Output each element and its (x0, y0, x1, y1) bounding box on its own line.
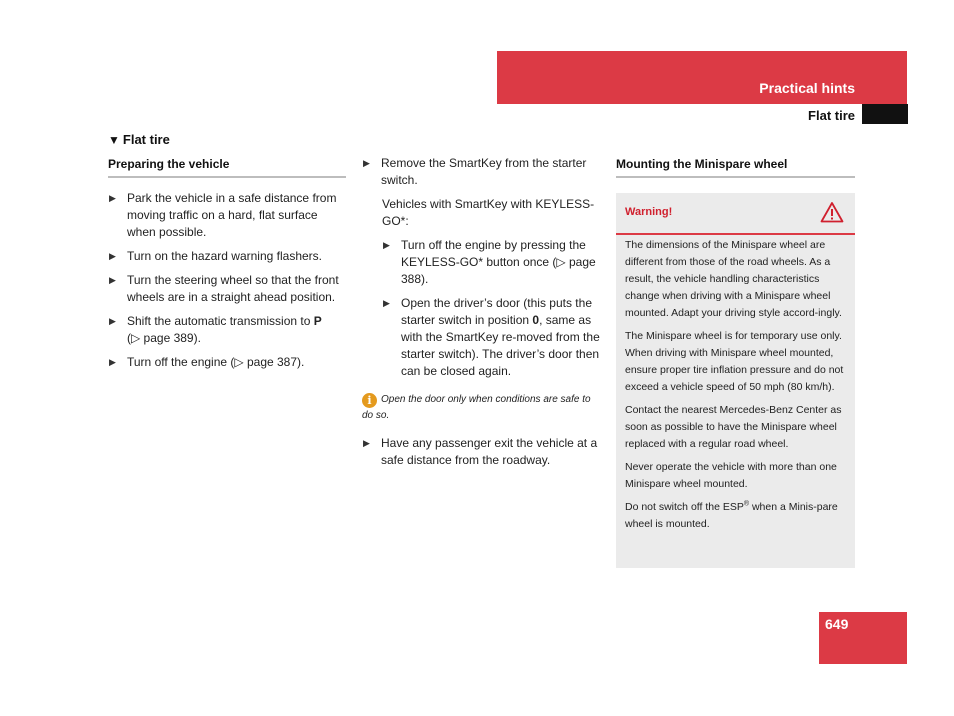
list-item-text: Turn on the hazard warning flashers. (127, 249, 322, 263)
page-number: 649 (825, 616, 849, 632)
warning-paragraph (625, 499, 848, 533)
warning-paragraph: The dimensions of the Minispare wheel are different from those of the road wheels. As a result, the vehicle handling characteristics change when driving with a Minispare wheel mounted. Adapt your driving style accord-ingly. (625, 239, 842, 319)
list-item (108, 354, 346, 371)
page-heading (108, 132, 170, 147)
warning-paragraph: Contact the nearest Mercedes-Benz Center as soon as possible to have the Minispare wheel replaced with a regular road wheel. (625, 404, 842, 450)
list-item-text: Have any passenger exit the vehicle at a safe distance from the roadway. (381, 436, 598, 467)
middle-bullet-list-2 (362, 435, 600, 469)
warning-triangle-icon (820, 201, 844, 223)
list-item-text: Shift the automatic transmission to (127, 314, 314, 328)
gear-position-p: P (313, 314, 322, 328)
section-title: Practical hints (759, 80, 855, 96)
warning-paragraph: Never operate the vehicle with more than one Minispare wheel mounted. (625, 461, 837, 490)
list-item (108, 272, 346, 306)
middle-column (362, 155, 600, 476)
list-item (382, 237, 600, 288)
middle-bullet-list (362, 155, 600, 189)
list-item-text: Turn the steering wheel so that the front wheels are in a straight ahead position. (127, 273, 339, 304)
list-item-text: Park the vehicle in a safe distance from moving traffic on a hard, flat surface when possible. (127, 191, 337, 239)
list-item-text: Open the driver’s door (this puts the starter switch in position (401, 296, 592, 327)
warning-title: Warning! (625, 206, 673, 218)
arrow-right-icon: ▶ (109, 193, 116, 203)
warning-text: when a Minis-pare wheel is mounted. (625, 501, 838, 530)
arrow-right-icon: ▶ (109, 251, 116, 261)
page-reference: (▷ page 389). (127, 331, 201, 345)
warning-box (616, 193, 855, 568)
subsection-title: Flat tire (808, 108, 855, 123)
arrow-right-icon: ▶ (363, 158, 370, 168)
switch-position: 0 (532, 313, 540, 327)
info-icon: i (362, 393, 377, 408)
arrow-right-icon: ▶ (383, 298, 390, 308)
arrow-right-icon: ▶ (363, 438, 370, 448)
right-column-heading: Mounting the Minispare wheel (616, 157, 855, 178)
arrow-right-icon: ▶ (109, 357, 116, 367)
arrow-right-icon: ▶ (109, 275, 116, 285)
thumb-tab (862, 104, 908, 124)
arrow-right-icon: ▶ (109, 316, 116, 326)
left-column-heading: Preparing the vehicle (108, 157, 346, 178)
page-heading-text: Flat tire (122, 132, 170, 147)
list-item-text: , same as with the SmartKey re-moved from the starter switch). The driver’s door then can be closed again. (401, 313, 600, 378)
triangle-down-icon: ▼ (108, 133, 120, 147)
arrow-right-icon: ▶ (383, 240, 390, 250)
warning-header (616, 193, 855, 235)
list-item (108, 190, 346, 241)
left-bullet-list (108, 190, 346, 371)
warning-paragraph: The Minispare wheel is for temporary use only. When driving with Minispare wheel mounted, ensure proper tire inflation pressure and do not exceed a vehicle speed of 50 mph (80 km/h). (625, 330, 844, 393)
list-item (362, 155, 600, 189)
warning-body (625, 237, 848, 539)
list-item (382, 295, 600, 380)
right-column-header (616, 157, 855, 178)
info-note (362, 392, 600, 423)
info-note-text: Open the door only when conditions are safe to do so. (362, 394, 591, 421)
list-item-text: Turn off the engine (▷ page 387). (127, 355, 305, 369)
keyless-bullet-list (362, 237, 600, 380)
list-item-text: Turn off the engine by pressing the KEYLESS-GO* button once (▷ page 388). (401, 238, 596, 286)
list-item-text: Remove the SmartKey from the starter switch. (381, 156, 587, 187)
header-bar (497, 51, 907, 104)
warning-text: Do not switch off the ESP (625, 501, 744, 513)
list-item (362, 435, 600, 469)
left-column (108, 157, 346, 378)
list-item (108, 313, 346, 347)
keyless-intro: Vehicles with SmartKey with KEYLESS-GO*: (382, 197, 595, 228)
registered-mark: ® (743, 500, 750, 508)
list-item (108, 248, 346, 265)
